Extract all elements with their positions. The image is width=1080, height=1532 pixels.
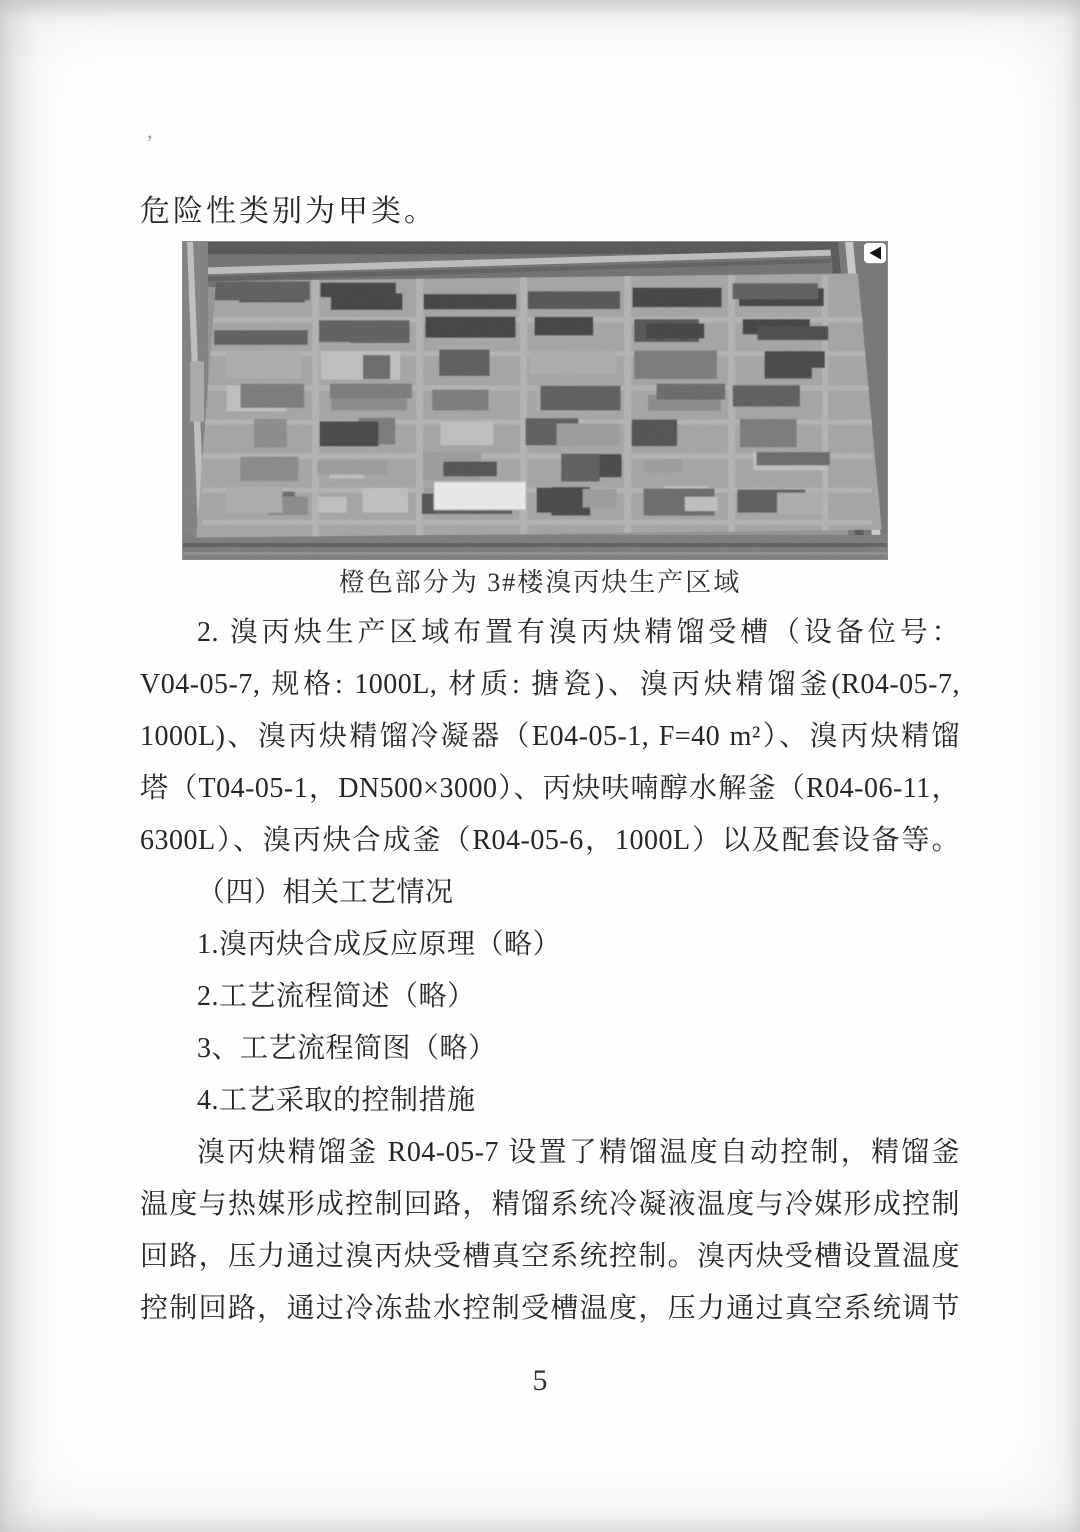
aerial-photo (182, 241, 888, 560)
text-line: 3、工艺流程简图（略） (197, 1033, 497, 1064)
text-line: V04-05-7, 规格: 1000L, 材质: 搪瓷)、溴丙炔精馏釜(R04-05-7, (140, 669, 960, 700)
text-line: 6300L）、溴丙炔合成釜（R04-05-6，1000L）以及配套设备等。 (140, 825, 960, 856)
text-line: 4.工艺采取的控制措施 (197, 1085, 476, 1116)
figure-caption: 橙色部分为 3#楼溴丙炔生产区域 (338, 568, 742, 597)
text-line: 回路，压力通过溴丙炔受槽真空系统控制。溴丙炔受槽设置温度 (140, 1241, 960, 1272)
text-line: 控制回路，通过冷冻盐水控制受槽温度，压力通过真空系统调节 (140, 1293, 960, 1324)
text-line: （四）相关工艺情况 (197, 877, 454, 908)
body-text-block (140, 607, 960, 1335)
text-line: 1000L)、溴丙炔精馏冷凝器（E04-05-1, F=40 m²）、溴丙炔精馏 (140, 721, 960, 752)
text-line: 温度与热媒形成控制回路，精馏系统冷凝液温度与冷媒形成控制 (140, 1189, 960, 1220)
text-line: 2. 溴丙炔生产区域布置有溴丙炔精馏受槽（设备位号： (197, 617, 960, 648)
intro-paragraph: 危险性类别为甲类。 (140, 195, 437, 228)
text-line: 2.工艺流程简述（略） (197, 981, 476, 1012)
figure-aerial-photo (182, 241, 888, 560)
text-line: 溴丙炔精馏釜 R04-05-7 设置了精馏温度自动控制，精馏釜 (197, 1137, 960, 1168)
text-line: 塔（T04-05-1，DN500×3000）、丙炔呋喃醇水解釜（R04-06-11， (140, 773, 960, 804)
page-number: 5 (532, 1364, 548, 1397)
text-line: 1.溴丙炔合成反应原理（略） (197, 929, 562, 960)
collapse-triangle-icon (864, 243, 886, 263)
scan-artifact-mark: ’ (146, 130, 154, 155)
